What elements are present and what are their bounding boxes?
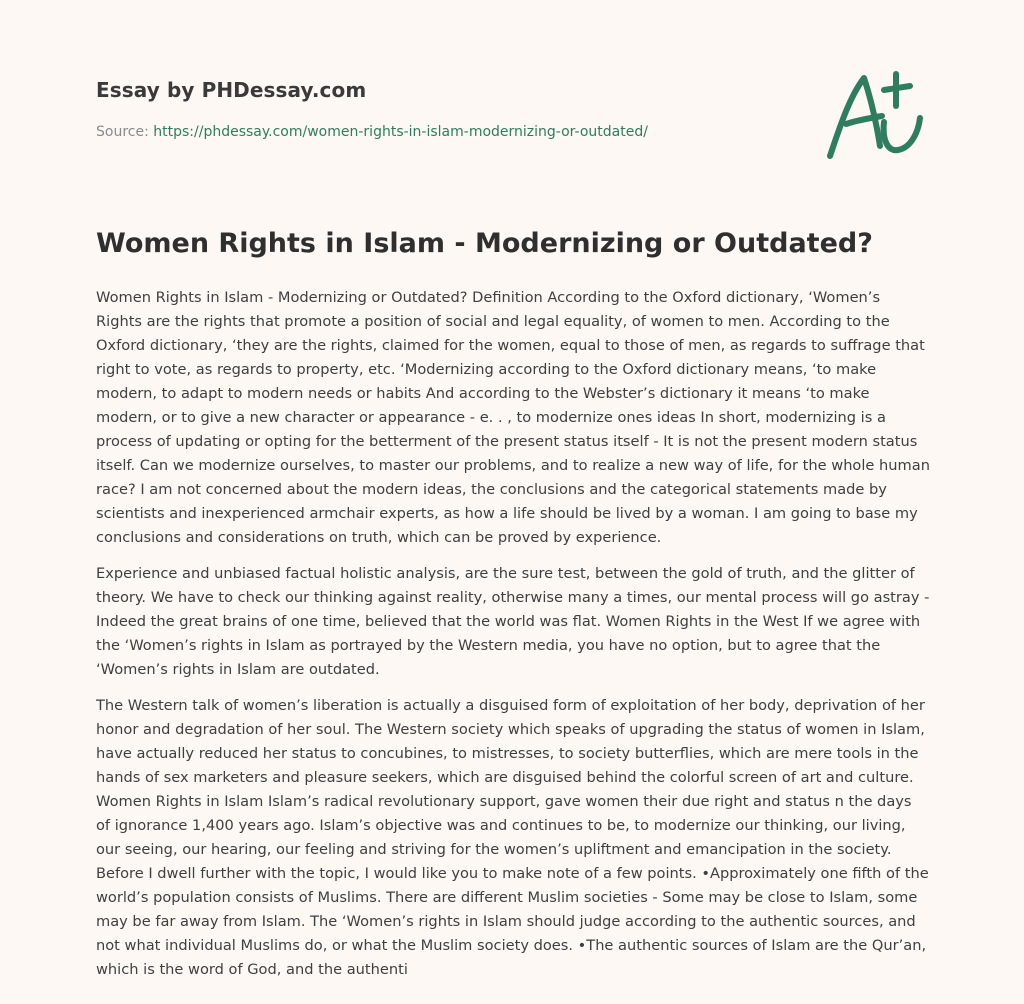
a-plus-grade-icon: [826, 66, 926, 166]
essay-page: [96, 0, 930, 1004]
essay-paragraph: Women Rights in Islam - Modernizing or Outdated? Definition According to the Oxford dictionary, ‘Women’s Rights are the rights that promote a position of social and legal equality, of women to men. According to the Oxford dictionary, ‘they are the rights, claimed for the women, equal to those of men, as regards to suffrage that right to vote, as regards to property, etc. ‘Modernizing according to the Oxford dictionary means, ‘to make modern, to adapt to modern needs or habits And according to the Webster’s dictionary it means ‘to make modern, or to give a new character or appearance - e. . , to modernize ones ideas In short, modernizing is a process of updating or opting for the betterment of the present status itself - It is not the present modern status itself. Can we modernize ourselves, to master our problems, and to realize a new way of life, for the whole human race? I am not concerned about the modern ideas, the conclusions and the categorical statements made by scientists and inexperienced armchair experts, as how a life should be lived by a woman. I am going to base my conclusions and considerations on truth, which can be proved by experience.: [96, 289, 930, 546]
essay-paragraph: Experience and unbiased factual holistic analysis, are the sure test, between the gold of truth, and the glitter of theory. We have to check our thinking against reality, otherwise many a times, our mental process will go astray - Indeed the great brains of one time, believed that the world was flat. Women Rights in the West If we agree with the ‘Women’s rights in Islam as portrayed by the Western media, you have no option, but to agree that the ‘Women’s rights in Islam are outdated.: [96, 565, 930, 678]
source-link[interactable]: https://phdessay.com/women-rights-in-islam-modernizing-or-outdated/: [153, 124, 648, 140]
source-line: [96, 124, 648, 140]
essay-title: Women Rights in Islam - Modernizing or Outdated?: [96, 228, 873, 259]
site-title: Essay by PHDessay.com: [96, 78, 367, 102]
essay-paragraph: The Western talk of women’s liberation is actually a disguised form of exploitation of her body, deprivation of her honor and degradation of her soul. The Western society which speaks of upgrading the status of women in Islam, have actually reduced her status to concubines, to mistresses, to society butterflies, which are mere tools in the hands of sex marketers and pleasure seekers, which are disguised behind the colorful screen of art and culture. Women Rights in Islam Islam’s radical revolutionary support, gave women their due right and status n the days of ignorance 1,400 years ago. Islam’s objective was and continues to be, to modernize our thinking, our living, our seeing, our hearing, our feeling and striving for the women’s upliftment and emancipation in the society. Before I dwell further with the topic, I would like you to make note of a few points. •Approximately one fifth of the world’s population consists of Muslims. There are different Muslim societies - Some may be close to Islam, some may be far away from Islam. The ‘Women’s rights in Islam should judge according to the authentic sources, and not what individual Muslims do, or what the Muslim society does. •The authentic sources of Islam are the Qur’an, which is the word of God, and the authenti: [96, 697, 929, 978]
source-label: Source:: [96, 124, 154, 140]
essay-body: [96, 286, 930, 994]
page-header: [96, 0, 930, 215]
